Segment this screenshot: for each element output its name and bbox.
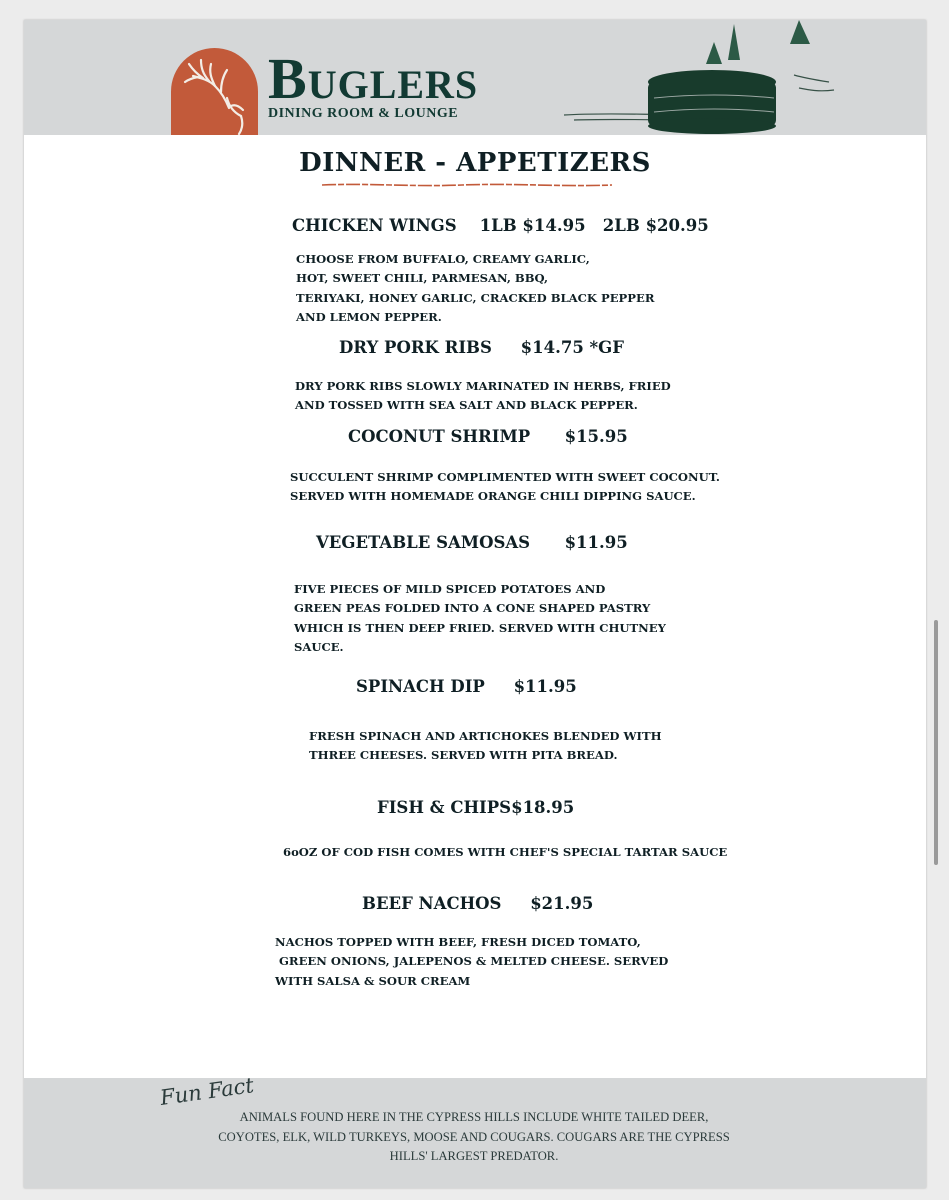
menu-item-heading [292, 216, 709, 235]
brand-subtitle: DINING ROOM & LOUNGE [268, 106, 459, 121]
elk-logo-icon [171, 48, 258, 135]
brand-name [268, 46, 479, 111]
description-line: NACHOS TOPPED WITH BEEF, FRESH DICED TOMATO, [275, 935, 641, 949]
menu-item-heading [362, 894, 593, 913]
menu-item-description [309, 727, 662, 766]
description-line: GREEN ONIONS, JALEPENOS & MELTED CHEESE. SERVED [275, 954, 669, 969]
item-name: COCONUT SHRIMP [348, 427, 531, 446]
description-line: SERVED WITH HOMEMADE ORANGE CHILI DIPPING SAUCE. [290, 489, 696, 504]
description-line: THREE CHEESES. SERVED WITH PITA BREAD. [309, 748, 618, 763]
fire-pit-illustration-icon [554, 20, 854, 135]
description-line: AND TOSSED WITH SEA SALT AND BLACK PEPPER. [295, 398, 638, 413]
description-line: 6oOZ OF COD FISH COMES WITH CHEF'S SPECIAL TARTAR SAUCE [283, 845, 728, 859]
item-price: $21.95 [530, 894, 594, 913]
description-line: GREEN PEAS FOLDED INTO A CONE SHAPED PASTRY [294, 601, 651, 616]
item-price: $14.75 *GF [520, 338, 624, 357]
description-line: TERIYAKI, HONEY GARLIC, CRACKED BLACK PEPPER [296, 290, 655, 305]
description-line: WITH SALSA & SOUR CREAM [275, 973, 471, 988]
fun-fact-text [194, 1108, 754, 1167]
menu-page [24, 20, 926, 1188]
menu-item-description [294, 580, 666, 658]
brand-rest: UGLERS [307, 62, 479, 107]
item-name: VEGETABLE SAMOSAS [316, 533, 531, 552]
fun-fact-label: Fun Fact [158, 1073, 256, 1110]
description-line: HOT, SWEET CHILI, PARMESAN, BBQ, [296, 271, 549, 286]
menu-item-heading [377, 798, 574, 817]
menu-item-heading [339, 338, 624, 357]
footer-line: COYOTES, ELK, WILD TURKEYS, MOOSE AND COUGARS. COUGARS ARE THE CYPRESS [218, 1129, 730, 1144]
footer-line: ANIMALS FOUND HERE IN THE CYPRESS HILLS INCLUDE WHITE TAILED DEER, [239, 1110, 709, 1124]
description-line: SUCCULENT SHRIMP COMPLIMENTED WITH SWEET COCONUT. [290, 470, 720, 484]
footer-line: HILLS' LARGEST PREDATOR. [389, 1149, 559, 1163]
menu-item-description [290, 468, 720, 507]
menu-item-heading [348, 427, 628, 446]
description-line: FIVE PIECES OF MILD SPICED POTATOES AND [294, 582, 606, 596]
description-line: DRY PORK RIBS SLOWLY MARINATED IN HERBS, FRIED [295, 379, 671, 393]
brand-initial: B [268, 46, 308, 111]
item-name: FISH & CHIPS [377, 798, 512, 817]
header-banner [24, 20, 926, 135]
item-name: DRY PORK RIBS [339, 338, 492, 357]
menu-item-description [275, 933, 668, 991]
menu-item-description [295, 377, 671, 416]
menu-item-heading [316, 533, 628, 552]
menu-item-description [283, 843, 727, 862]
title-underline [322, 182, 612, 188]
item-price: $15.95 [564, 427, 628, 446]
scrollbar[interactable] [934, 620, 938, 865]
page-title: DINNER - APPETIZERS [299, 148, 651, 178]
item-price: $18.95 [511, 798, 575, 817]
item-price: 1LB $14.95 2LB $20.95 [479, 216, 709, 235]
description-line: WHICH IS THEN DEEP FRIED. SERVED WITH CHUTNEY [294, 620, 666, 635]
description-line: FRESH SPINACH AND ARTICHOKES BLENDED WITH [309, 729, 662, 743]
fun-fact-footer [24, 1073, 926, 1188]
menu-item-heading [356, 677, 577, 696]
item-price: $11.95 [564, 533, 628, 552]
menu-item-description [296, 250, 654, 328]
item-name: SPINACH DIP [356, 677, 485, 696]
item-price: $11.95 [513, 677, 577, 696]
item-name: BEEF NACHOS [362, 894, 502, 913]
description-line: CHOOSE FROM BUFFALO, CREAMY GARLIC, [296, 252, 590, 266]
description-line: SAUCE. [294, 640, 344, 655]
item-name: CHICKEN WINGS [292, 216, 457, 235]
description-line: AND LEMON PEPPER. [296, 310, 442, 325]
